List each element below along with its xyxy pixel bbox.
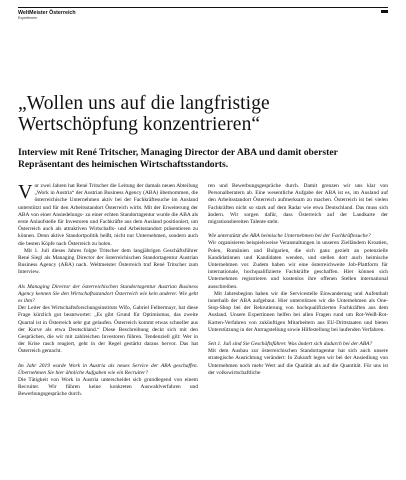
interview-answer: Wir organisieren beispielsweise Veranstaltungen in unseren Zielländern Kroatien, Polen, Rumänien und Bulgarien, die sich ganz gezielt an potenzielle Kandidatinnen und Kandidaten wenden, und stellen dort auch heimische Unternehmen vor. Zudem haben wir eine österreichweite Job-Plattform für internationale, hochqualifizierte Fachkräfte geschaffen. Hier können sich Unternehmen registrieren und kostenlos ihre offenen Stellen international ausschreiben. bbox=[208, 240, 388, 290]
paragraph: Mit 1. Juli dieses Jahres folgte Tritscher dem langjährigen Geschäftsführer René Siegl als Managing Director der österreichischen Standortagentur Austrian Business Agency (ABA) nach. Weltmeister Österreich traf René Tritscher zum Interview. bbox=[18, 247, 198, 276]
interview-question: Im Jahr 2019 wurde Work in Austria als neues Service der ABA geschaffen. Übernehmen Sie hier ähnliche Aufgaben wie ein Recruiter? bbox=[18, 362, 198, 376]
section-label: Expertinnen bbox=[18, 16, 38, 20]
paragraph-intro bbox=[18, 183, 198, 248]
interview-answer: Die Tätigkeit von Work in Austria unterscheidet sich grundlegend von einem Recruiter. Wir führen keine konkreten Auswahlverfahren und Bewerbungsgespräche durch. bbox=[18, 377, 198, 398]
text-column-right bbox=[208, 183, 388, 477]
interview-answer: Der Leiter des Wirtschaftsforschungsinstituts Wifo, Gabriel Felbermayr, hat diese Frage kürzlich gut beantwortet: „Es gibt Grund für Optimismus, das zweite Quartal ist in Österreich sehr gut gelaufen. Österreich kommt etwas schneller aus der Kurve als etwa Deutschland.“ Diese Beschreibung deckt sich mit den Gesprächen, die wir mit zahlreichen Investoren führen. Tendenziell gilt: Wer in der Krise rasch reagiert, geht in der Regel gestärkt daraus hervor. Das hat Österreich gemacht. bbox=[18, 305, 198, 355]
interview-question: Seit 1. Juli sind Sie Geschäftsführer. Was ändert sich dadurch bei der ABA? bbox=[208, 341, 373, 348]
article-lead: Interview mit René Tritscher, Managing Director der ABA und damit oberster Repräsentant des heimischen Wirtschaftsstandorts. bbox=[18, 147, 338, 170]
interview-question: Wie unterstützt die ABA heimische Unternehmen bei der Fachkräftesuche? bbox=[208, 233, 371, 240]
interview-answer: ren und Bewerbungsgespräche durch. Damit grenzen wir uns klar von Personalberatern ab. Eine wesentliche Aufgabe der ABA ist es, im Ausland auf den Arbeitsstandort Österreich aufmerksam zu machen. Österreich ist bei vielen Fachkräften nicht so stark auf dem Radar wie etwa Deutschland. Das muss sich ändern. Wir sorgen dafür, dass Österreich auf der Landkarte der migrationsbereiten Talente steht. bbox=[208, 183, 388, 226]
text-column-left bbox=[18, 183, 198, 477]
paragraph: Mit Jahresbeginn haben wir die Servicestelle Einwanderung und Aufenthalt innerhalb der ABA aufgebaut. Hier unterstützen wir die Unternehmen als One-Stop-Shop bei der Rekrutierung von hochqualifizierten Fachkräften aus dem Ausland. Unsere Expertinnen helfen bei allen Fragen rund um Rot-Weiß-Rot-Karten-Verfahren von zukünftigen Mitarbeitern aus EU-Drittstaaten und bieten Unterstützung in der Antragstellung sowie Hilfestellung bei laufenden Verfahren. bbox=[208, 290, 388, 333]
article-headline: „Wollen uns auf die langfristige Wertschöpfung konzentrieren“ bbox=[18, 93, 270, 135]
interview-question: Als Managing Director der österreichischen Standortagentur Austrian Business Agency kennen Sie den Wirtschaftsstandort Österreich wie kein anderer. Wie geht es ihm? bbox=[18, 283, 198, 305]
drop-cap: V bbox=[18, 183, 33, 203]
paragraph-text: or zwei Jahren hat René Tritscher die Leitung der damals neuen Abteilung „Work in Austria“ der Austrian Business Agency (ABA) übernommen, die österreichische Unternehmen aktiv bei der Fachkräftesuche im Ausland unterstützt und für den Arbeitsstandort Österreich wirbt. Mit der Erweiterung der ABA von einer Ansiedelungs- zu einer echten Standortagentur wurde die ABA als erste Anlaufstelle für Investoren und Fachkräfte aus dem Ausland positioniert, um Österreich auch als attraktiven Wirtschafts- und Arbeitsstandort präsentieren zu können. Denn aktive Standortpolitik heißt, nicht nur Unternehmen, sondern auch die besten Köpfe nach Österreich zu holen. bbox=[18, 183, 198, 247]
publication-brand: WeltMeister Österreich bbox=[18, 10, 76, 16]
header-rule bbox=[18, 7, 388, 8]
corner-mark bbox=[381, 10, 388, 13]
interview-answer: Mit dem Ausbau zur österreichischen Standortagentur hat sich auch unsere strategische Ausrichtung verändert: In Zukunft legen wir bei der Ansiedlung von Unternehmen noch mehr Wert auf die Qualität als auf die Quantität. Für uns ist der volkswirtschaftliche bbox=[208, 348, 388, 376]
